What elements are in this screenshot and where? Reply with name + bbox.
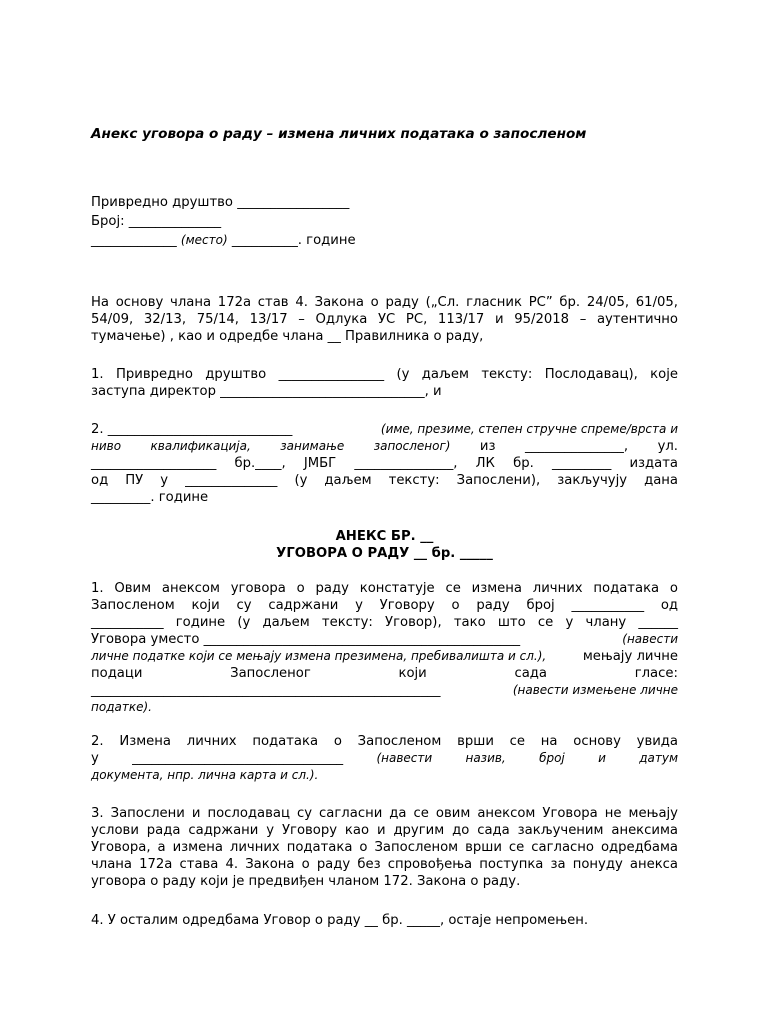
- party-employer: 1. Привредно друштво ________________ (у даљем тексту: Послодавац), које заступа директор _______________________________, и: [91, 367, 678, 399]
- annex-heading: АНЕКС БР. __ УГОВОРА О РАДУ __ бр. _____: [276, 529, 493, 561]
- number-line: Број: ______________: [91, 214, 222, 229]
- article-2: 2. Измена личних података о Запосленом врши се на основу увида у ________________________________ (навести назив, број и датум документа, нпр. лична карта и сл.).: [91, 734, 678, 782]
- place-label: (место): [180, 233, 228, 247]
- document-header: [91, 194, 356, 251]
- article-1: 1. Овим анексом уговора о раду констатује се измена личних података о Запосленом који су садржани у Уговору о раду број ___________ од ___________ године (у даљем тексту: Уговор), тако што се у члану ______ Уговора уместо ________________________________________________ (навести личне податке који се мењају измена презимена, пребивалишта и сл.), мењају личне подаци Запосленог који сада гласе: _____________________________________________________ (навести измењене личне податке).: [91, 581, 678, 714]
- document-title: Анекс уговора о раду – измена личних података о запосленом: [91, 126, 587, 142]
- party-employee: 2. ____________________________ (име, презиме, степен стручне спреме/врста и ниво квалификација, занимање запосленог) из _______________, ул. ___________________ бр.____, ЈМБГ _______________, ЛК бр. _________ издата од ПУ у ______________ (у даљем тексту: Запослени), закључују дана _________. године: [91, 422, 678, 505]
- intro-paragraph: На основу члана 172а став 4. Закона о раду („Сл. гласник РС” бр. 24/05, 61/05, 54/09, 32/13, 75/14, 13/17 – Одлука УС РС, 113/17 и 95/2018 – аутентично тумачење) , као и одредбе члана __ Правилника о раду,: [91, 295, 678, 344]
- place-date-line: _____________ (место) __________. године: [91, 233, 356, 248]
- company-line: Привредно друштво _________________: [91, 195, 350, 210]
- article-4: 4. У осталим одредбама Уговор о раду __ бр. _____, остаје непромењен.: [91, 913, 589, 928]
- article-3: 3. Запослени и послодавац су сагласни да се овим анексом Уговора не мењају услови рада садржани у Уговору као и другим до сада закљученим анексима Уговора, а измена личних података о Запосленом врши се сагласно одредбама члана 172а става 4. Закона о раду без спровођења поступка за понуду анекса уговора о раду који је предвиђен чланом 172. Закона о раду.: [91, 806, 678, 889]
